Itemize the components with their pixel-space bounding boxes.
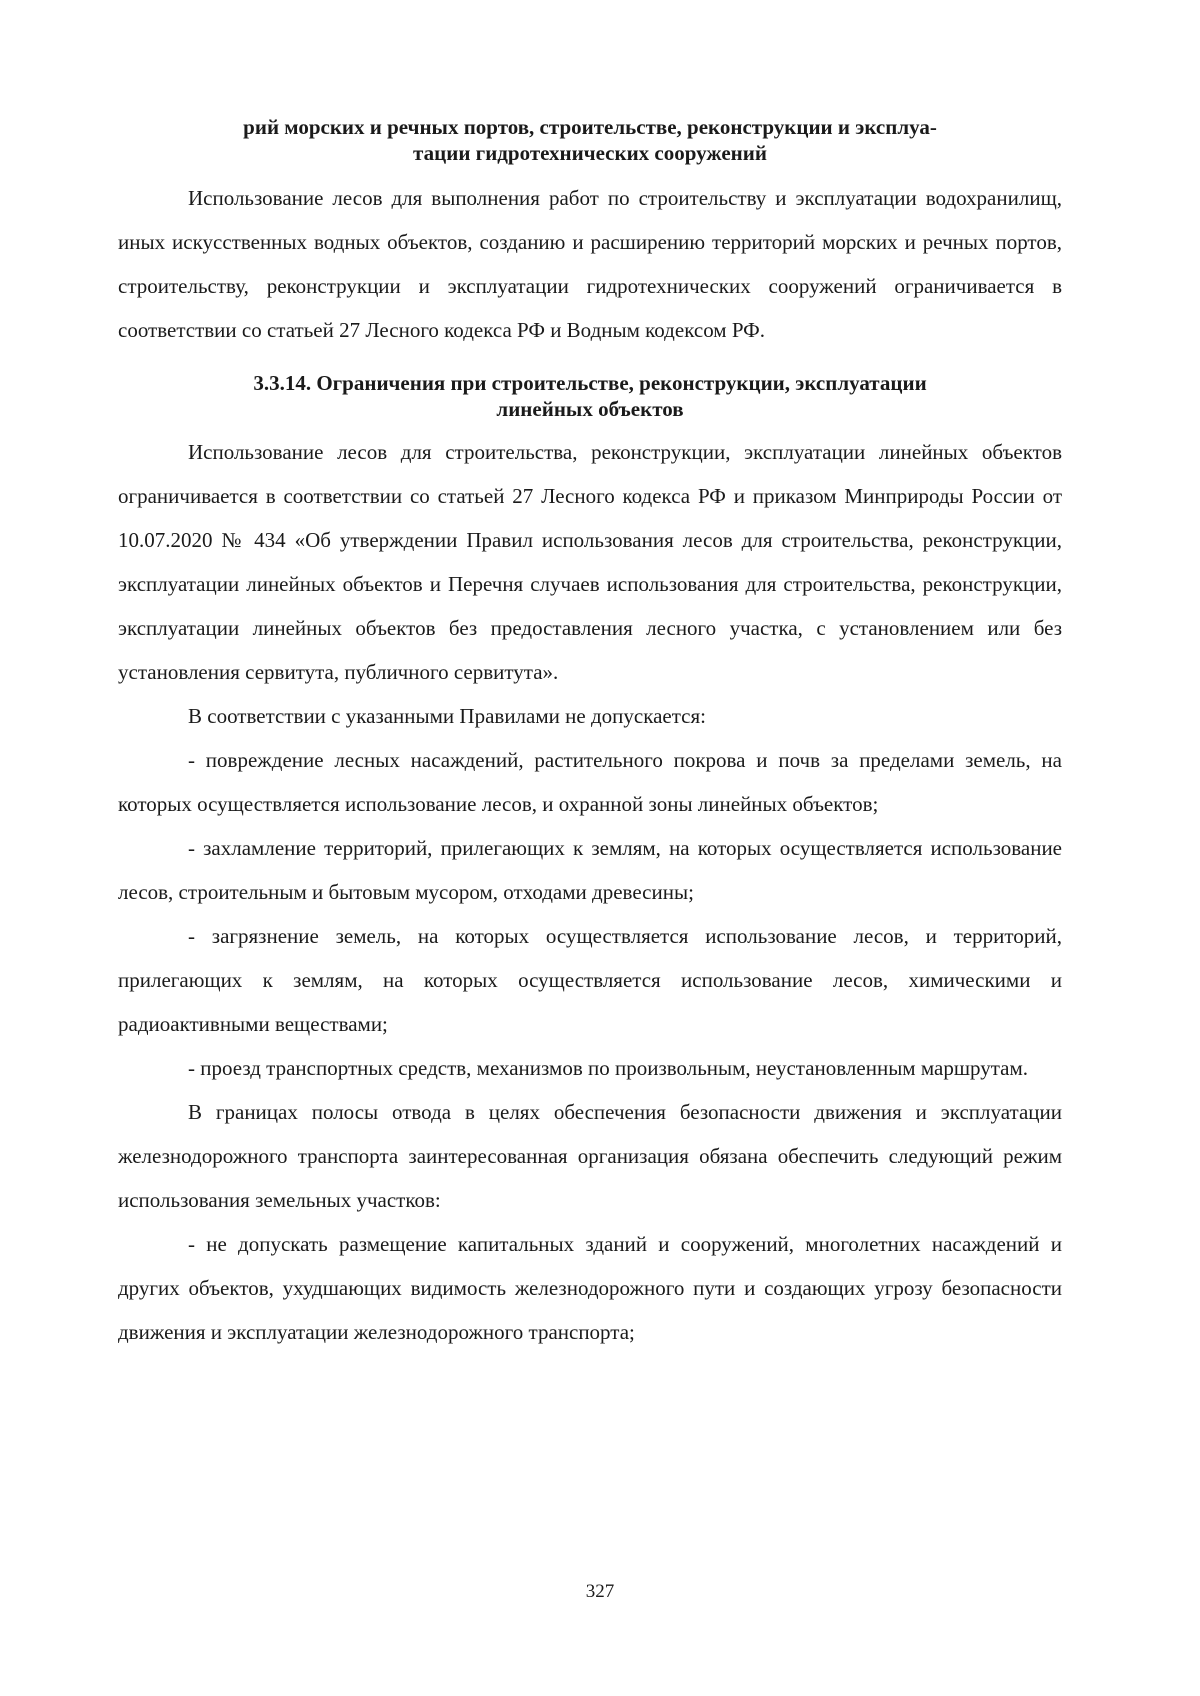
paragraph: В границах полосы отвода в целях обеспечения безопасности движения и эксплуатации железнодорожного транспорта заинтересованная организация обязана обеспечить следующий режим использования земельных участков: xyxy=(118,1100,1062,1212)
list-item: - не допускать размещение капитальных зданий и сооружений, многолетних насаждений и других объектов, ухудшающих видимость железнодорожного пути и создающих угрозу безопасности движения и эксплуатации железнодорожного транспорта; xyxy=(118,1232,1062,1344)
list-item: - проезд транспортных средств, механизмов по произвольным, неустановленным маршрутам. xyxy=(188,1056,1028,1080)
page-number: 327 xyxy=(585,1581,615,1602)
paragraph: Использование лесов для выполнения работ по строительству и эксплуатации водохранилищ, иных искусственных водных объектов, созданию и расширению территорий морских и речных портов, строительству, реконструкции и эксплуатации гидротехнических сооружений ограничивается в соответствии со статьей 27 Лесного кодекса РФ и Водным кодексом РФ. xyxy=(118,186,1062,342)
section-heading-hydro xyxy=(118,114,1062,166)
paragraph: В соответствии с указанными Правилами не допускается: xyxy=(188,704,706,728)
heading-line: тации гидротехнических сооружений xyxy=(413,141,767,165)
list-item: - загрязнение земель, на которых осуществляется использование лесов, и территорий, прилегающих к землям, на которых осуществляется использование лесов, химическими и радиоактивными веществами; xyxy=(118,924,1062,1036)
paragraph: Использование лесов для строительства, реконструкции, эксплуатации линейных объектов ограничивается в соответствии со статьей 27 Лесного кодекса РФ и приказом Минприроды России от 10.07.2020 № 434 «Об утверждении Правил использования лесов для строительства, реконструкции, эксплуатации линейных объектов и Перечня случаев использования для строительства, реконструкции, эксплуатации линейных объектов без предоставления лесного участка, с установлением или без установления сервитута, публичного сервитута». xyxy=(118,440,1062,684)
heading-line: рий морских и речных портов, строительстве, реконструкции и эксплуа- xyxy=(243,115,937,139)
page-content xyxy=(118,114,1062,1354)
heading-line: 3.3.14. Ограничения при строительстве, реконструкции, эксплуатации xyxy=(253,371,927,395)
list-item: - захламление территорий, прилегающих к землям, на которых осуществляется использование лесов, строительным и бытовым мусором, отходами древесины; xyxy=(118,836,1062,904)
list-item: - повреждение лесных насаждений, растительного покрова и почв за пределами земель, на которых осуществляется использование лесов, и охранной зоны линейных объектов; xyxy=(118,748,1062,816)
heading-line: линейных объектов xyxy=(496,397,684,421)
section-heading-linear-objects xyxy=(118,370,1062,422)
